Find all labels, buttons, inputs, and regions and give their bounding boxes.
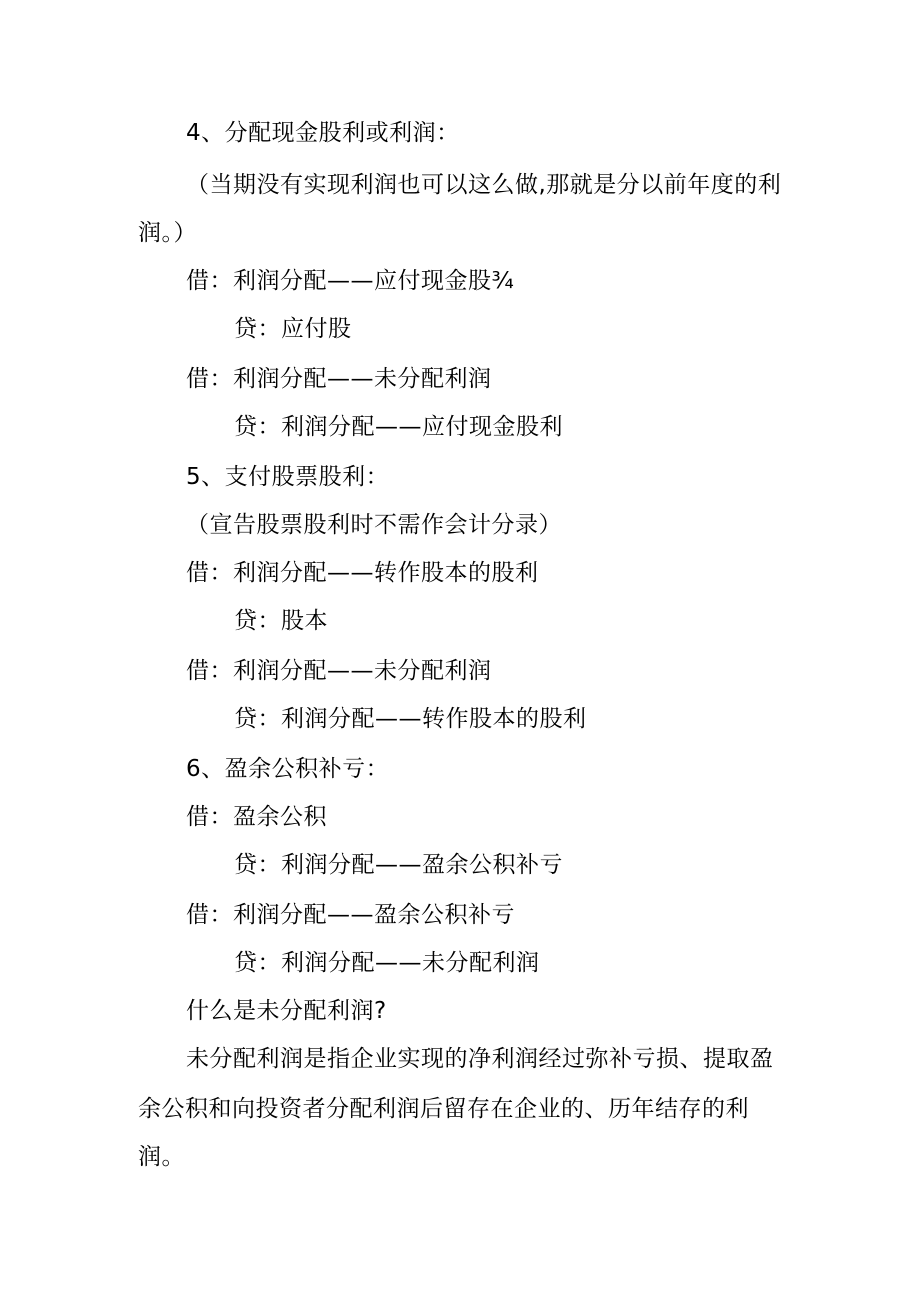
section-6-heading: 6、盈余公积补亏：: [186, 756, 390, 782]
question-heading: 什么是未分配利润?: [186, 998, 387, 1024]
section-5-entry-debit-1: 借：利润分配——转作股本的股利: [186, 560, 539, 586]
section-6-entry-debit-2: 借：利润分配——盈余公积补亏: [186, 902, 515, 928]
section-4-note-line-1: （当期没有实现利润也可以这么做,那就是分以前年度的利: [186, 172, 782, 198]
section-6-entry-debit-1: 借：盈余公积: [186, 804, 327, 830]
section-5-entry-credit-1: 贷：股本: [234, 608, 328, 634]
section-4-entry-debit-1: 借：利润分配——应付现金股¾: [186, 268, 515, 294]
answer-line-3: 润。: [138, 1144, 185, 1170]
section-6-entry-credit-2: 贷：利润分配——未分配利润: [234, 950, 540, 976]
section-4-heading: 4、分配现金股利或利润：: [186, 120, 460, 146]
answer-line-2: 余公积和向投资者分配利润后留存在企业的、历年结存的利: [138, 1096, 749, 1122]
section-4-entry-credit-1: 贷：应付股: [234, 316, 352, 342]
section-4-entry-debit-2: 借：利润分配——未分配利润: [186, 366, 492, 392]
section-4-note-line-2: 润。）: [138, 220, 197, 246]
section-5-heading: 5、支付股票股利：: [186, 464, 390, 490]
section-6-entry-credit-1: 贷：利润分配——盈余公积补亏: [234, 852, 563, 878]
section-5-note: （宣告股票股利时不需作会计分录）: [186, 512, 562, 538]
section-4-entry-credit-2: 贷：利润分配——应付现金股利: [234, 414, 563, 440]
section-5-entry-credit-2: 贷：利润分配——转作股本的股利: [234, 706, 587, 732]
answer-line-1: 未分配利润是指企业实现的净利润经过弥补亏损、提取盈: [186, 1046, 774, 1072]
section-5-entry-debit-2: 借：利润分配——未分配利润: [186, 658, 492, 684]
